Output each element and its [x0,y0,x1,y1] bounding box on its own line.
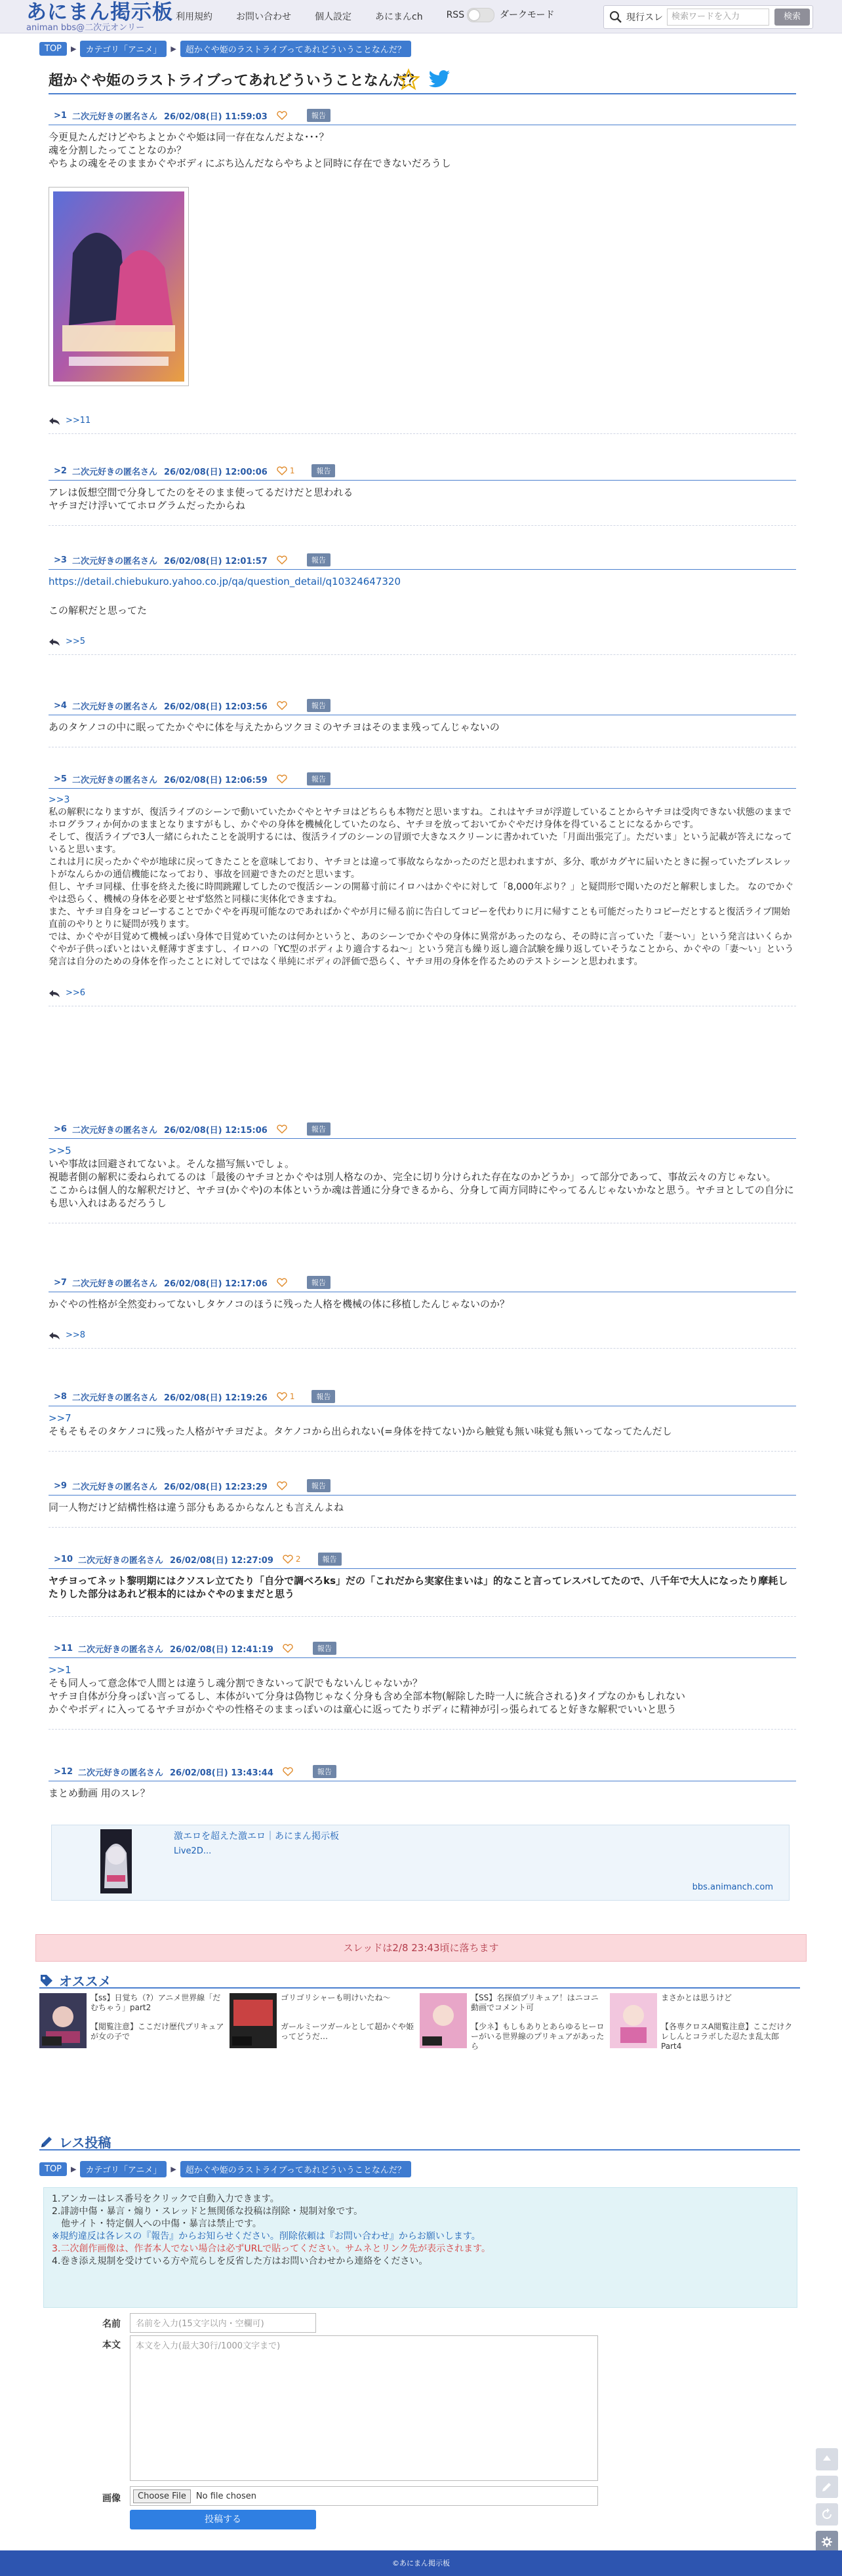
twitter-share-icon[interactable] [428,68,451,90]
pencil-icon [39,2135,54,2149]
post-number-value[interactable]: 8 [60,1391,67,1402]
recommend-item[interactable] [39,1993,226,2048]
breadcrumb-thread[interactable]: 超かぐや姫のラストライブってあれどういうことなんだ？ [180,2161,411,2177]
dark-mode-label: ダークモード [500,10,555,20]
post-date: 26/02/08(日) 12:27:09 [170,1555,273,1566]
rule-line: 他サイト・特定個人への中傷・暴言は禁止です。 [52,2219,262,2229]
recommend-thumbnail [610,1993,657,2048]
quote-anchor[interactable]: >>3 [49,795,70,805]
like-heart-icon[interactable] [283,1644,293,1653]
like-heart-icon[interactable] [277,111,287,120]
post-number[interactable]: >3 [54,555,67,565]
like-heart-icon[interactable] [277,466,287,475]
post-author: 二次元好きの匿名さん [71,1482,157,1492]
post-line: また、ヤチヨ自身をコピーすることでかぐやを再現可能なのであればかぐやが月に帰る前に告白してコピーを代わりに月に帰すことも可能だったりコピーだとすると復活ライブ開始直前のやりとりに疑問が残ります。 [49,907,790,930]
post-4 [49,698,796,747]
post-number-value[interactable]: 11 [60,1643,73,1654]
recommend-thumbnail [230,1993,277,2048]
reply-arrow-icon [49,638,60,646]
post-header [49,1640,796,1658]
breadcrumb-bottom [39,2161,415,2177]
post-body [49,1663,796,1716]
post-number-value[interactable]: 12 [60,1766,73,1777]
tag-icon [39,1973,54,1988]
post-author: 二次元好きの匿名さん [71,467,157,477]
breadcrumb-sep-icon: ▶ [170,2165,176,2173]
post-12 [49,1764,796,1800]
post-header [49,108,796,125]
post-body [49,721,796,734]
post-header [49,1275,796,1292]
image-label: 画像 [102,2493,121,2504]
post-header [49,698,796,715]
post-header [49,1389,796,1406]
search-box [603,5,813,29]
post-number[interactable]: >1 [54,110,67,121]
like-heart-icon[interactable] [277,1124,287,1134]
post-line: あのタケノコの中に眠ってたかぐやに体を与えたからツクヨミのヤチヨはそのまま残ってんじゃないの [49,721,500,733]
post-header [49,552,796,570]
recommend-item[interactable] [420,1993,606,2051]
nav-rss[interactable]: RSS [446,10,465,20]
post-9 [49,1478,796,1528]
nav-contact[interactable]: お問い合わせ [236,12,291,22]
post-date: 26/02/08(日) 12:00:06 [163,467,268,477]
like-heart-icon[interactable] [277,1481,287,1490]
post-10 [49,1551,796,1617]
post-number-value[interactable]: 4 [60,700,67,711]
post-image[interactable] [49,187,189,386]
recommend-bottom-title[interactable]: 【閲覧注意】ここだけ歴代プリキュアが女の子で [90,2022,224,2041]
like-heart-icon[interactable] [283,1555,293,1564]
breadcrumb-category[interactable]: カテゴリ「アニメ」 [80,2161,167,2177]
breadcrumb-top[interactable]: TOP [39,2162,67,2176]
post-date: 26/02/08(日) 12:03:56 [163,702,268,712]
reply-form-heading [39,2132,111,2151]
post-line: 今更見たんだけどやちよとかぐや姫は同一存在なんだよな･･･？ [49,131,329,143]
like-count: 1 [289,1392,295,1401]
post-line: 同一人物だけど結構性格は違う部分もあるからなんとも言えんよね [49,1501,344,1513]
quote-anchor[interactable]: >>7 [49,1412,71,1424]
post-number[interactable]: >8 [54,1391,67,1402]
body-textarea[interactable]: 本文を入力(最大30行/1000文字まで) [130,2335,598,2481]
post-author: 二次元好きの匿名さん [71,111,157,122]
top-bar [0,0,842,33]
reply-form-title: レス投稿 [59,2135,111,2150]
form-divider [39,2149,800,2150]
recommend-top-title[interactable]: ゴリゴリシャーも明けいたね〜 [281,1993,391,2002]
post-date: 26/02/08(日) 12:01:57 [163,556,268,566]
reply-link[interactable]: >>5 [66,637,86,646]
file-status: No file chosen [195,2491,256,2501]
post-number[interactable]: >9 [54,1480,67,1491]
recommend-thumbnail [39,1993,87,2048]
post-divider [49,1616,796,1617]
reply-link[interactable]: >>11 [66,416,91,426]
post-header [49,1478,796,1496]
external-link[interactable]: https://detail.chiebukuro.yahoo.co.jp/qa/question_detail/q10324647320 [49,576,401,587]
post-1 [49,108,796,170]
report-button[interactable]: 報告 [311,1390,335,1403]
post-divider [49,433,796,434]
post-divider [49,1527,796,1528]
post-body [49,1787,796,1800]
site-logo[interactable] [26,1,173,33]
submit-button[interactable]: 投稿する [130,2510,316,2529]
breadcrumb-sep-icon: ▶ [71,45,77,53]
post-line: かぐやボディに入ってるヤチヨがかぐやの性格そのままっぽいのは童心に返ってたりボディに精神が引っ張られてると好きな解釈でいいと思う [49,1703,677,1715]
reply-anchor[interactable] [49,1330,796,1340]
refresh-icon [821,2508,833,2520]
post-line: ここからは個人的な解釈だけど、ヤチヨ(かぐや)の本体というか魂は普通に分身できるから、分身して両方同時にやってるんじゃないかなと思う。ヤチヨとしての自分にも思い入れはあるだろうし [49,1184,794,1209]
reply-anchor[interactable] [49,988,796,998]
like-heart-icon[interactable] [283,1767,293,1776]
rule-line: 1.アンカーはレス番号をクリックで自動入力できます。 [52,2194,279,2204]
post-line: まとめ動画 用のスレ？ [49,1787,150,1799]
post-8 [49,1389,796,1452]
search-icon [609,10,622,24]
post-author: 二次元好きの匿名さん [78,1555,164,1566]
post-divider [49,1451,796,1452]
post-number-value[interactable]: 10 [60,1554,73,1564]
search-button[interactable]: 検索 [774,9,810,26]
link-preview-domain: bbs.animanch.com [692,1882,773,1892]
post-line: かぐやの性格が全然変わってないしタケノコのほうに残った人格を機械の体に移植したんじゃないのか？ [49,1298,510,1310]
thread-expiry-notice: スレッドは2/8 23:43頃に落ちます [35,1934,807,1962]
breadcrumb [39,41,415,57]
report-button[interactable]: 報告 [313,1642,336,1655]
post-date: 26/02/08(日) 13:43:44 [170,1768,273,1778]
like-count: 1 [289,466,295,475]
post-2 [49,463,796,526]
link-preview-subtitle: Live2D... [174,1846,212,1856]
post-number-value[interactable]: 7 [60,1277,67,1288]
post-divider [49,525,796,526]
post-line: 視聴者側の解釈に委ねられてるのは「最後のヤチヨとかぐやは別人格なのか、完全に切り分けられた存在なのかどうか」って部分であって、事故云々の方じゃない。 [49,1171,776,1183]
like-heart-icon[interactable] [277,1392,287,1401]
nav-settings[interactable]: 個人設定 [315,12,351,22]
recommend-top-title[interactable]: 【ss】日覚ち（?）アニメ世界線「だむちゃう」part2 [90,1993,221,2012]
breadcrumb-sep-icon: ▶ [71,2165,77,2173]
report-button[interactable]: 報告 [307,699,331,712]
title-divider [49,93,796,94]
post-line: ヤチヨだけ浮いててホログラムだったからね [49,500,245,511]
post-5 [49,771,796,1006]
recommend-thumbnail [420,1993,467,2048]
post-line: そも同人って意念体で人間とは違うし魂分割できないって訳でもないんじゃないか？ [49,1677,423,1689]
reply-anchor[interactable] [49,416,796,426]
post-number[interactable]: >2 [54,466,67,476]
rule-line: 2.誹謗中傷・暴言・煽り・スレッドと無関係な投稿は削除・規制対象です。 [52,2206,363,2217]
reply-arrow-icon [49,417,60,425]
nav-terms[interactable]: 利用規約 [176,12,212,22]
post-header [49,1551,796,1569]
post-line: やちよの魂をそのままかぐやボディにぶち込んだならやちよと同時に存在できないだろうし [49,157,451,169]
report-button[interactable]: 報告 [307,772,331,785]
recommend-item[interactable] [610,1993,796,2051]
like-heart-icon[interactable] [277,555,287,565]
post-line: これは月に戻ったかぐやが地球に戻ってきたことを意味しており、ヤチヨとは違って事故ならなかったのだと思われますが、多分、歌がカグヤに届いたときに握っていたブレスレットがなんらかの通信機能になっており、事故を回避できたのだと思います。 [49,857,792,880]
post-body [49,1574,796,1600]
gear-icon [821,2536,833,2548]
post-date: 26/02/08(日) 11:59:03 [163,111,268,122]
post-header [49,463,796,481]
page-title: 超かぐや姫のラストライブってあれどういうことなんだ？ [49,73,422,89]
like-heart-icon[interactable] [277,701,287,710]
name-label: 名前 [102,2319,121,2329]
post-body [49,1501,796,1514]
post-date: 26/02/08(日) 12:19:26 [163,1393,268,1403]
footer: ©あにまん掲示板 [0,2550,842,2576]
reply-arrow-icon [49,989,60,997]
report-button[interactable]: 報告 [313,1765,336,1778]
post-date: 26/02/08(日) 12:15:06 [163,1125,268,1136]
post-number-value[interactable]: 9 [60,1480,67,1491]
recommend-bottom-title[interactable]: 【少ネ】もしもありとあらゆるヒーローがいる世界線のプリキュアがあったら [471,2022,605,2051]
post-number[interactable]: >12 [54,1766,73,1777]
post-line: 但し、ヤチヨ同様、仕事を終えた後に時間跳躍してしたので復活シーンの開幕寸前にイロハはかぐやに対して「8,000年ぶり？」と疑問形で聞いたのだと解釈しました。 なのでかぐやは恐らく、機械の身体を必要とせず悠然と同様に実体化できますね。 [49,882,794,905]
breadcrumb-sep-icon: ▶ [170,45,176,53]
post-number[interactable]: >7 [54,1277,67,1288]
post-divider [49,1729,796,1730]
post-6 [49,1121,796,1223]
refresh-button[interactable] [816,2503,838,2526]
post-header [49,1121,796,1139]
post-header [49,1764,796,1781]
post-number-value[interactable]: 3 [60,555,67,565]
post-line: いや事故は回避されてないよ。そんな描写無いでしょ。 [49,1158,295,1170]
post-number-value[interactable]: 2 [60,466,67,476]
settings-button[interactable] [816,2531,838,2553]
post-author: 二次元好きの匿名さん [78,1768,164,1778]
post-body [49,575,796,617]
breadcrumb-top[interactable]: TOP [39,42,67,56]
report-button[interactable]: 報告 [307,109,331,122]
search-input[interactable]: 検索ワードを入力 [667,9,769,26]
name-input[interactable]: 名前を入力(15文字以内・空欄可) [130,2313,316,2333]
post-date: 26/02/08(日) 12:17:06 [163,1278,268,1289]
post-number[interactable]: >5 [54,774,67,784]
like-heart-icon[interactable] [277,774,287,783]
favorite-star-icon[interactable] [397,68,420,90]
like-count: 2 [295,1555,301,1564]
post-author: 二次元好きの匿名さん [71,1125,157,1136]
post-3 [49,552,796,655]
post-author: 二次元好きの匿名さん [71,556,157,566]
post-body [49,130,796,170]
post-divider [49,1348,796,1349]
post-author: 二次元好きの匿名さん [78,1644,164,1655]
post-11 [49,1640,796,1730]
post-line: 私の解釈になりますが、復活ライブのシーンで動いていたかぐやとヤチヨはどちらも本物だと思いますね。これはヤチヨが浮遊していることからヤチヨは受肉できない状態のままでホログラフィか何かのままとなりますがもし、かぐやの身体を機械化していたのなら、ヤチヨを放っておいてかぐやだけ身体を得ていることになるからです。 [49,807,792,830]
post-line: そして、復活ライブで3人一緒にられたことを説明するには、復活ライブのシーンの冒頭で大きなスクリーンに書かれていた「月面出張完了」。ただいま」という記載が答えになっていると思います。 [49,832,792,855]
compose-button[interactable] [816,2476,838,2498]
report-button[interactable]: 報告 [311,464,335,477]
post-body [49,794,796,968]
arrow-up-icon [821,2453,833,2465]
reply-arrow-icon [49,1332,60,1339]
body-label: 本文 [102,2340,121,2350]
post-author: 二次元好きの匿名さん [71,1278,157,1289]
post-number[interactable]: >6 [54,1124,67,1134]
quote-anchor[interactable]: >>5 [49,1145,71,1157]
post-number[interactable]: >10 [54,1554,73,1564]
recommend-bottom-title[interactable]: ガールミーツガールとして超かぐや姫ってどうだ… [281,2022,414,2041]
recommend-item[interactable] [230,1993,416,2048]
logo-main[interactable]: あにまん掲示板 [26,1,173,24]
post-1-footer [49,409,796,434]
post-line: アレは仮想空間で分身してたのをそのまま使ってるだけだと思われる [49,486,353,498]
recommend-bottom-title[interactable]: 【各専クロスA閲覧注意】ここだけクレしんとコラボした忍たま乱太郎Part4 [661,2022,793,2051]
rule-line: 3.二次創作画像は、作者本人でない場合は必ずURLで貼ってください。サムネとリンク先が表示されます。 [52,2244,491,2254]
quote-anchor[interactable]: >>1 [49,1664,71,1676]
top-nav [176,10,488,23]
report-button[interactable]: 報告 [318,1553,342,1566]
post-line: 魂を分割したってことなのか？ [49,144,187,156]
post-line: ヤチヨってネット黎明期にはクソスレ立てたり「自分で調べろks」だの「これだから実家住まいは」的なこと言ってレスバしてたので、八千年で大人になったり摩耗したりした部分はあれど根本的にはかぐやのままだと思う [49,1575,788,1600]
post-number-value[interactable]: 6 [60,1124,67,1134]
choose-file-button[interactable]: Choose File [133,2489,191,2503]
recommend-title: オススメ [59,1973,111,1989]
report-button[interactable]: 報告 [307,1479,331,1492]
image-file-input[interactable] [130,2486,598,2506]
link-preview-title[interactable]: 激エロを超えた激エロ｜あにまん掲示板 [174,1831,339,1842]
post-line: そもそもそのタケノコに残った人格がヤチヨだよ。タケノコから出られない(=身体を持てない)から触覚も無い味覚も無いってなってたんだし [49,1425,672,1437]
reply-link[interactable]: >>8 [66,1330,86,1340]
report-button[interactable]: 報告 [307,553,331,566]
search-scope-select[interactable]: 現行スレ [626,12,663,23]
post-author: 二次元好きの匿名さん [71,702,157,712]
logo-sub[interactable]: animan bbs@二次元オンリー [26,23,145,33]
dark-mode [467,8,554,22]
report-button[interactable]: 報告 [307,1122,331,1136]
like-heart-icon[interactable] [277,1278,287,1287]
link-preview-card[interactable] [51,1825,790,1901]
breadcrumb-thread[interactable]: 超かぐや姫のラストライブってあれどういうことなんだ？ [180,41,411,57]
post-number[interactable]: >11 [54,1643,73,1654]
rule-line: ※規約違反は各レスの『報告』からお知らせください。削除依頼は『お問い合わせ』からお願いします。 [52,2231,481,2242]
rule-line: 4.巻き添え規制を受けている方や荒らしを反省した方はお問い合わせから連絡をください。 [52,2256,428,2267]
recommend-top-title[interactable]: 【SS】名探偵プリキュア！はニコニ動画でコメント可 [471,1993,599,2012]
edit-icon [821,2481,833,2493]
post-date: 26/02/08(日) 12:23:29 [163,1482,268,1492]
post-line: では、かぐやが目覚めて機械っぽい身体で目覚めていたのは何かというと、あのシーンでかぐやの身体に異常があったのなら、その時に言っていた「妻〜い」という発言はいくらかぐやが子供っぽいとはいえ軽薄すぎますし、イロハの「YC型のボディより適合するね〜」という発言も繰り返し適合試験を繰り返していそうなことから、かぐやの「妻〜い」という 発言は自分のための身体を作ったことに対してではなく単純にボディの評価で恐らく、ヤチヨ用の身体を作るためのテストシーンと思われます。 [49,932,794,967]
post-body [49,1298,796,1311]
post-number-value[interactable]: 5 [60,774,67,784]
scroll-top-button[interactable] [816,2448,838,2470]
reply-link[interactable]: >>6 [66,988,86,998]
report-button[interactable]: 報告 [307,1276,331,1289]
post-line: この解釈だと思ってた [49,604,148,616]
post-7 [49,1275,796,1349]
posting-rules [43,2187,797,2308]
recommend-top-title[interactable]: まさかとは思うけど [661,1993,732,2002]
post-date: 26/02/08(日) 12:41:19 [170,1644,273,1655]
post-line: ヤチヨ自体が分身っぽい言ってるし、本体がいて分身は偽物じゃなく分身も含め全部本物(解除した時一人に統合される)タイプなのかもしれない [49,1690,685,1702]
reply-anchor[interactable] [49,637,796,646]
post-body [49,1144,796,1210]
breadcrumb-category[interactable]: カテゴリ「アニメ」 [80,41,167,57]
post-divider [49,654,796,655]
post-author: 二次元好きの匿名さん [71,1393,157,1403]
dark-mode-toggle[interactable] [467,8,494,22]
post-date: 26/02/08(日) 12:06:59 [163,775,268,785]
nav-animanch[interactable]: あにまんch [375,12,423,22]
post-header [49,771,796,789]
recommend-divider [39,1987,800,1989]
post-body [49,486,796,512]
post-number[interactable]: >4 [54,700,67,711]
post-author: 二次元好きの匿名さん [71,775,157,785]
post-body [49,1412,796,1438]
link-preview-thumbnail [100,1829,132,1893]
post-number-value[interactable]: 1 [60,110,67,121]
